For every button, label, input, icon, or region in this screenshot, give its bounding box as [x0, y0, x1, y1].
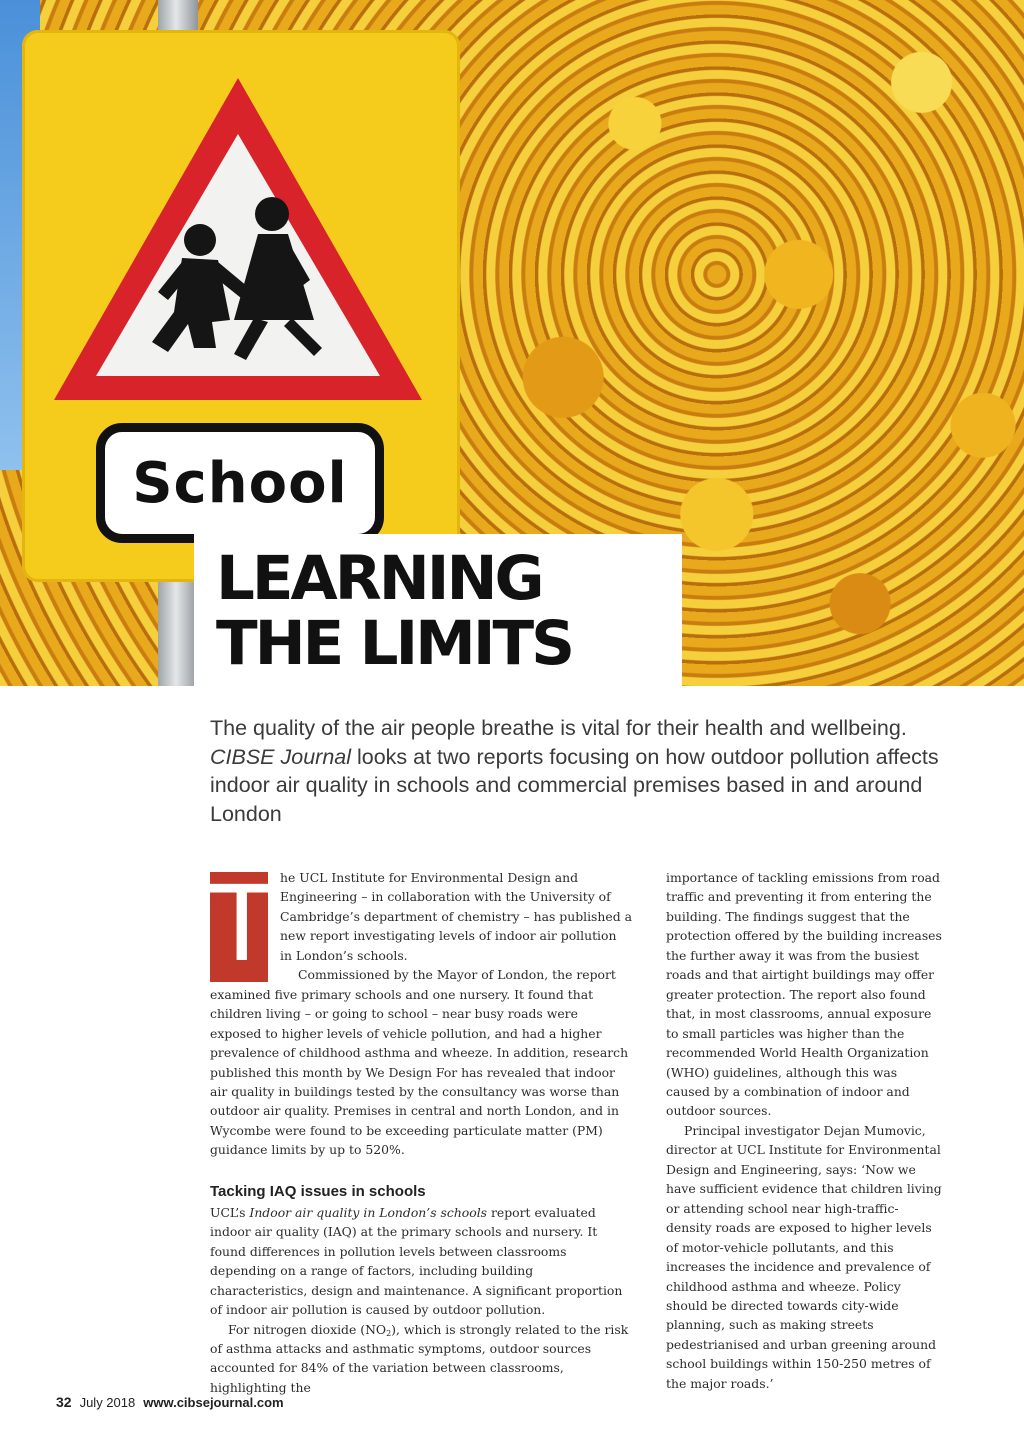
paragraph-1 [210, 863, 632, 985]
article-column-left [210, 863, 632, 1397]
paragraph-4 [210, 1320, 632, 1398]
drop-cap: T [210, 863, 274, 985]
paragraph-4-text: ), which is strongly related to the risk of asthma attacks and asthmatic symptoms, outdoor sources accounted for 84% of the variation between classrooms, highlighting the [210, 1321, 629, 1395]
article-headline [216, 543, 573, 679]
paragraph-3 [210, 1203, 632, 1320]
article-column-right [666, 868, 944, 1393]
page-footer [56, 1394, 284, 1410]
paragraph-5: importance of tackling emissions from road traffic and preventing it from entering the building. The findings suggest that the protection offered by the building increases the further away it was from the busiest roads and that airtight buildings may offer greater protection. The report also found that, in most classrooms, annual exposure to small particles was higher than the recommended World Health Organization (WHO) guidelines, although this was caused by a combination of indoor and outdoor sources. [666, 870, 942, 1119]
paragraph-4-lead: For nitrogen dioxide (NO [228, 1321, 387, 1337]
headline-line-2: THE LIMITS [216, 608, 573, 679]
paragraph-6: Principal investigator Dejan Mumovic, director at UCL Institute for Environmental Design and Engineering, says: ‘Now we have sufficient evidence that children living or attending school near high-traffic-density roads are exposed to higher levels of motor-vehicle pollutants, and this increases the incidence and prevalence of childhood asthma and wheeze. Policy should be directed towards city-wide planning, such as making streets pedestrianised and urban greening around school buildings within 150-250 metres of the major roads.’ [666, 1122, 942, 1391]
paragraph-3-text: report evaluated indoor air quality (IAQ) at the primary schools and nursery. It found differences in pollution levels between classrooms depending on a range of factors, including building characteristics, design and maintenance. A significant proportion of indoor air pollution is caused by outdoor pollution. [210, 1204, 623, 1318]
paragraph-3-lead: UCL’s [210, 1204, 250, 1220]
issue-date: July 2018 [79, 1395, 136, 1410]
headline-box [194, 534, 682, 686]
report-title: Indoor air quality in London’s schools [249, 1204, 488, 1220]
headline-line-1: LEARNING [216, 543, 542, 614]
section-subhead: Tacking IAQ issues in schools [210, 1182, 426, 1200]
standfirst-part-1: The quality of the air people breathe is vital for their health and wellbeing. [210, 716, 907, 740]
standfirst-part-2: looks at two reports focusing on how outdoor pollution affects indoor air quality in schools and commercial premises based in and around London [210, 744, 939, 826]
website-url: www.cibsejournal.com [143, 1395, 284, 1410]
school-plate-text: School [132, 450, 348, 516]
paragraph-1-text: he UCL Institute for Environmental Design and Engineering – in collaboration with the University of Cambridge’s department of chemistry – has published a new report investigating levels of indoor air pollution in London’s schools. [280, 870, 632, 963]
paragraph-2: Commissioned by the Mayor of London, the report examined five primary schools and one nursery. It found that children living – or going to school – near busy roads were exposed to higher levels of vehicle pollution, and had a higher prevalence of childhood asthma and wheeze. In addition, research published this month by We Design For has revealed that indoor air quality in buildings tested by the consultancy was worse than outdoor air quality. Premises in central and north London, and in Wycombe were found to be exceeding particulate matter (PM) guidance limits by up to 520%. [210, 967, 629, 1158]
standfirst-journal-name: CIBSE Journal [210, 744, 352, 769]
page-number: 32 [56, 1394, 72, 1410]
school-plate [96, 423, 384, 543]
school-warning-sign [22, 30, 460, 582]
no2-subscript: 2 [386, 1328, 392, 1338]
standfirst [210, 714, 970, 828]
